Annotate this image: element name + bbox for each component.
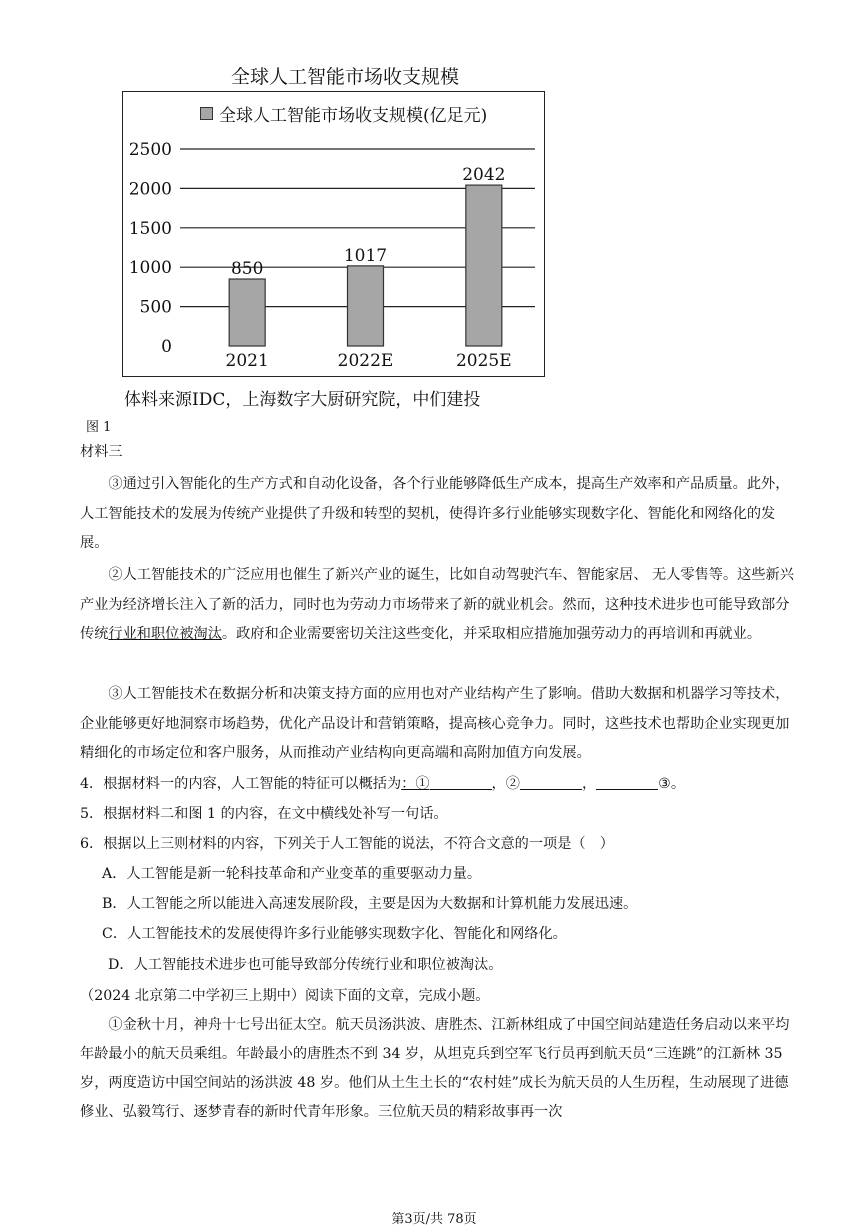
x-tick-label: 2021 — [225, 351, 269, 371]
question-4 — [80, 773, 685, 793]
question-5: 5．根据材料二和图 1 的内容，在文中横线处补写一句话。 — [80, 806, 448, 822]
answer-blank-3[interactable] — [596, 775, 658, 790]
question-4-stem: 4．根据材料一的内容，人工智能的特征可以概括为 — [80, 776, 402, 792]
underlined-phrase: 行业和职位被淘汰 — [108, 626, 222, 642]
bar — [229, 279, 265, 346]
option-d: D．人工智能技术进步也可能导致部分传统行业和职位被淘汰。 — [108, 957, 503, 973]
y-tick-label: 2000 — [128, 179, 172, 200]
y-tick-label: 0 — [161, 337, 172, 357]
question-4-sep-2: ， — [581, 776, 597, 792]
passage-intro: （2024 北京第二中学初三上期中）阅读下面的文章，完成小题。 — [80, 988, 490, 1004]
y-tick-label: 500 — [139, 297, 172, 318]
option-c: C．人工智能技术的发展使得许多行业能够实现数字化、智能化和网络化。 — [102, 926, 567, 942]
bar-chart — [0, 0, 868, 420]
option-b: B．人工智能之所以能进入高速发展阶段，主要是因为大数据和计算机能力发展迅速。 — [102, 896, 638, 912]
figure-label: 图 1 — [86, 420, 112, 435]
material-heading: 材料三 — [80, 444, 123, 460]
material-paragraph-1: ③通过引入智能化的生产方式和自动化设备，各个行业能够降低生产成本，提高生产效率和产品质量。此外，人工智能技术的发展为传统产业提供了升级和转型的契机，使得许多行业能够实现数字化、智能化和网络化的发展。 — [80, 476, 790, 551]
passage-paragraph-1: ①金秋十月，神舟十七号出征太空。航天员汤洪波、唐胜杰、江新林组成了中国空间站建造任务启动以来平均年龄最小的航天员乘组。年龄最小的唐胜杰不到 34 岁，从坦克兵到空军飞行员再到航天员“三连跳”的江新林 35 岁，两度造访中国空间站的汤洪波 48 岁。他们从土生土长的“农村娃”成长为航天员的人生历程，生动展现了进德修业、弘毅笃行、逐梦青春的新时代青年形象。三位航天员的精彩故事再一次 — [80, 1017, 790, 1120]
paragraph-2-text-b: 。政府和企业需要密切关注这些变化，并采取相应措施加强劳动力的再培训和再就业。 — [221, 626, 762, 642]
material-paragraph-3: ③人工智能技术在数据分析和决策支持方面的应用也对产业结构产生了影响。借助大数据和机器学习等技术，企业能够更好地洞察市场趋势，优化产品设计和营销策略，提高核心竞争力。同时，这些技术也帮助企业实现更加精细化的市场定位和客户服务，从而推动产业结构向更高端和高附加值方向发展。 — [80, 686, 790, 761]
question-4-sep-3: ③。 — [658, 776, 686, 792]
option-a: A．人工智能是新一轮科技革命和产业变革的重要驱动力量。 — [102, 866, 482, 882]
chart-title: 全球人工智能市场收支规模 — [230, 66, 459, 88]
x-tick-label: 2025E — [455, 351, 512, 371]
y-tick-label: 1500 — [128, 218, 172, 239]
y-tick-label: 1000 — [128, 258, 172, 279]
chart-source: 体料来源IDC，上海数字大厨研究院，中们建投 — [124, 390, 481, 410]
answer-blank-2[interactable] — [520, 775, 582, 790]
page-footer: 第3页/共 78页 — [391, 1212, 477, 1227]
legend-label: 全球人工智能市场收支规模(亿足元) — [219, 106, 488, 126]
answer-blank-1[interactable] — [430, 775, 492, 790]
question-4-blank-1-label: ：① — [401, 776, 430, 792]
data-label: 850 — [230, 259, 264, 280]
question-4-sep-1: ，② — [491, 776, 520, 792]
paragraph-2-text-a: ②人工智能技术的广泛应用也催生了新兴产业的诞生，比如自动驾驶汽车、智能家居、 无人零售等。这些新兴产业为经济增长注入了新的活力，同时也为劳动力市场带来了新的就业机会。然而，这种技术进步也可能导致部分传统 — [80, 567, 794, 642]
y-tick-label: 2500 — [128, 140, 172, 160]
x-tick-label: 2022E — [337, 351, 394, 371]
data-label: 1017 — [343, 245, 388, 266]
bar — [348, 266, 384, 346]
data-label: 2042 — [462, 165, 506, 186]
bar — [466, 185, 502, 346]
question-6: 6．根据以上三则材料的内容，下列关于人工智能的说法，不符合文意的一项是（ ） — [80, 836, 614, 852]
material-paragraph-2 — [80, 561, 796, 650]
